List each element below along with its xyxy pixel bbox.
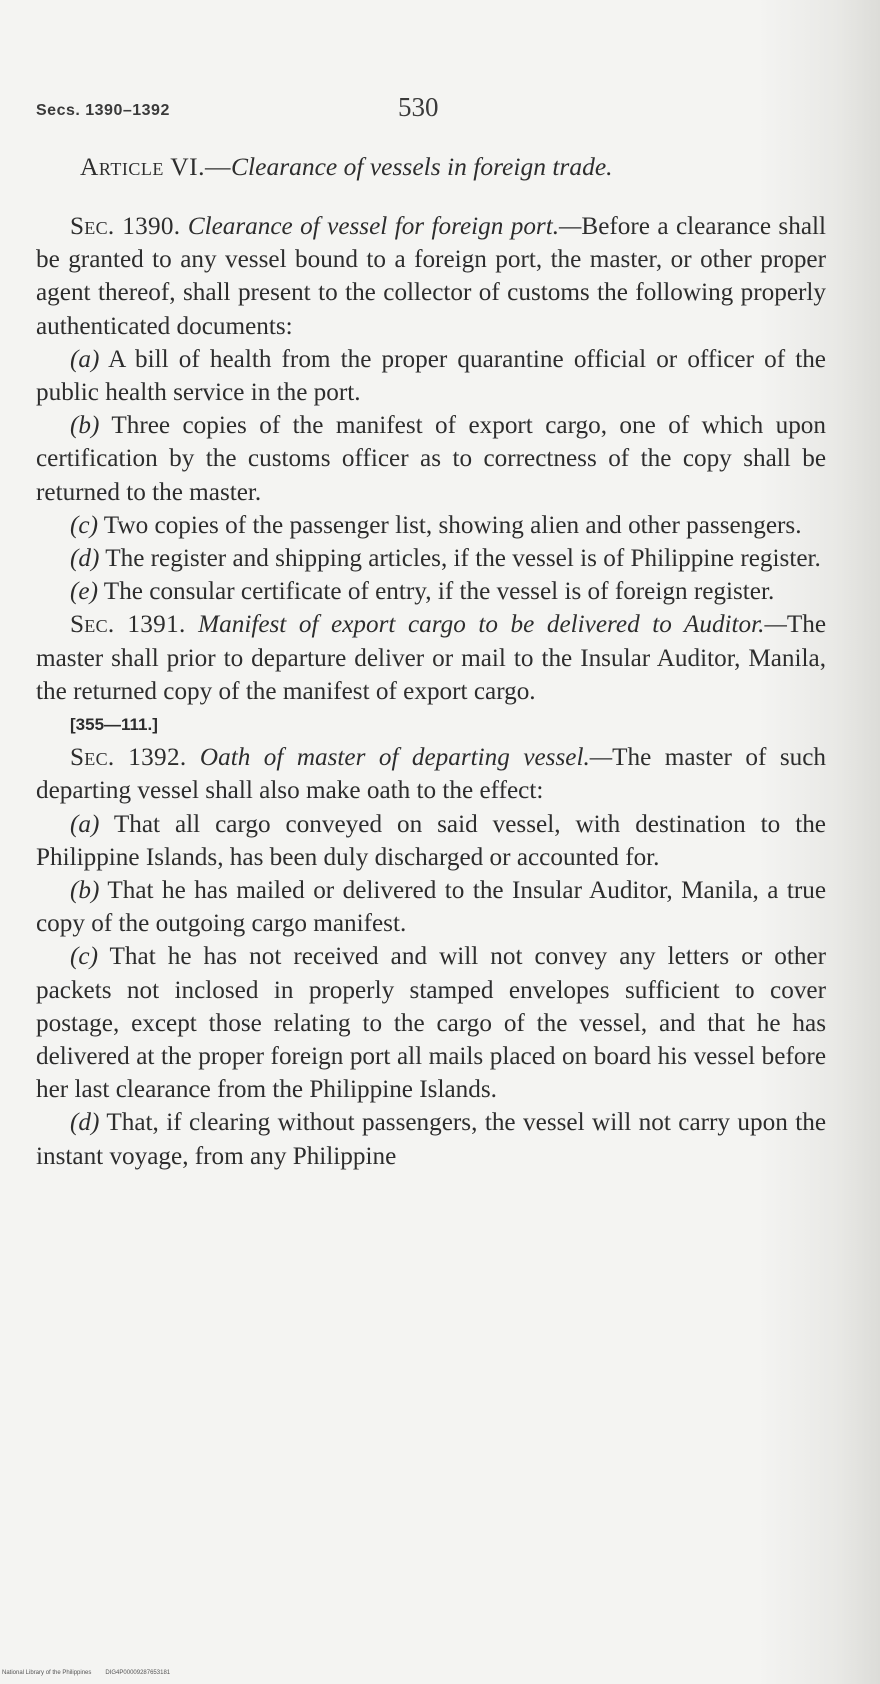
article-label: Article VI.— bbox=[80, 152, 232, 181]
list-item bbox=[36, 409, 826, 509]
item-letter: (c) bbox=[70, 943, 98, 971]
item-text: The consular certificate of entry, if the vessel is of foreign register. bbox=[97, 578, 775, 606]
list-item bbox=[36, 343, 826, 409]
item-letter: (d) bbox=[70, 545, 100, 573]
list-item bbox=[36, 1106, 826, 1172]
item-letter: (b) bbox=[70, 877, 100, 905]
list-item bbox=[36, 509, 826, 542]
item-letter: (a) bbox=[70, 345, 100, 373]
page-number: 530 bbox=[398, 92, 439, 122]
article-heading bbox=[80, 152, 840, 182]
item-text: Three copies of the manifest of export cargo, one of which upon certification by the customs officer as to correctness of the copy shall be returned to the master. bbox=[36, 412, 826, 506]
item-text: That all cargo conveyed on said vessel, with destination to the Philippine Islands, has been duly discharged or accounted for. bbox=[36, 810, 826, 871]
item-letter: (b) bbox=[70, 412, 100, 440]
section-1392 bbox=[36, 741, 826, 807]
body-text bbox=[36, 210, 826, 1173]
section-title: Clearance of vessel for foreign port.— bbox=[187, 213, 582, 240]
scan-identifier: DIG4P00009287653181 bbox=[105, 1670, 171, 1676]
item-text: That, if clearing without passengers, the vessel will not carry upon the instant voyage, from any Philippine bbox=[36, 1109, 826, 1170]
scan-footer bbox=[2, 1670, 184, 1676]
item-letter: (e) bbox=[70, 578, 98, 606]
article-title: Clearance of vessels in foreign trade. bbox=[231, 152, 613, 181]
list-item bbox=[36, 575, 826, 608]
list-item bbox=[36, 874, 826, 940]
section-title: Manifest of export cargo to be delivered to Auditor.— bbox=[198, 611, 787, 639]
list-item bbox=[36, 940, 826, 1106]
item-text: That he has not received and will not convey any letters or other packets not inclosed in properly stamped envelopes sufficient to cover postage, except those relating to the cargo of the vessel, and that he has delivered at the proper foreign port all mails placed on board his vessel before her last clearance from the Philippine Islands. bbox=[36, 943, 826, 1104]
section-1391 bbox=[36, 608, 826, 708]
list-item bbox=[36, 542, 826, 575]
section-label: Sec. 1390. bbox=[70, 213, 181, 240]
list-item bbox=[36, 808, 826, 874]
item-letter: (a) bbox=[70, 810, 100, 838]
item-text: Two copies of the passenger list, showing alien and other passengers. bbox=[97, 511, 802, 539]
item-text: That he has mailed or delivered to the Insular Auditor, Manila, a true copy of the outgoing cargo manifest. bbox=[36, 877, 826, 938]
item-text: The register and shipping articles, if the vessel is of Philippine register. bbox=[99, 545, 821, 573]
section-label: Sec. 1391. bbox=[70, 611, 186, 639]
section-label: Sec. 1392. bbox=[70, 744, 187, 772]
section-range: Secs. 1390–1392 bbox=[36, 102, 170, 119]
section-text: The master of such departing vessel shall also make oath to the effect: bbox=[36, 744, 827, 805]
section-title: Oath of master of departing vessel.— bbox=[199, 744, 613, 772]
section-1390 bbox=[36, 210, 826, 343]
section-text: Before a clearance shall be granted to any vessel bound to a foreign port, the master, or other proper agent thereof, shall present to the collector of customs the following properly authenticated documents: bbox=[36, 213, 826, 340]
item-letter: (c) bbox=[70, 511, 98, 539]
section-text: The master shall prior to departure deliver or mail to the Insular Auditor, Manila, the returned copy of the manifest of export cargo. bbox=[36, 611, 827, 705]
library-credit: National Library of the Philippines bbox=[2, 1670, 92, 1676]
citation: [355—111.] bbox=[70, 715, 158, 735]
item-text: A bill of health from the proper quarantine official or officer of the public health service in the port. bbox=[36, 345, 826, 407]
item-letter: (d) bbox=[70, 1109, 100, 1137]
running-head bbox=[36, 92, 456, 132]
